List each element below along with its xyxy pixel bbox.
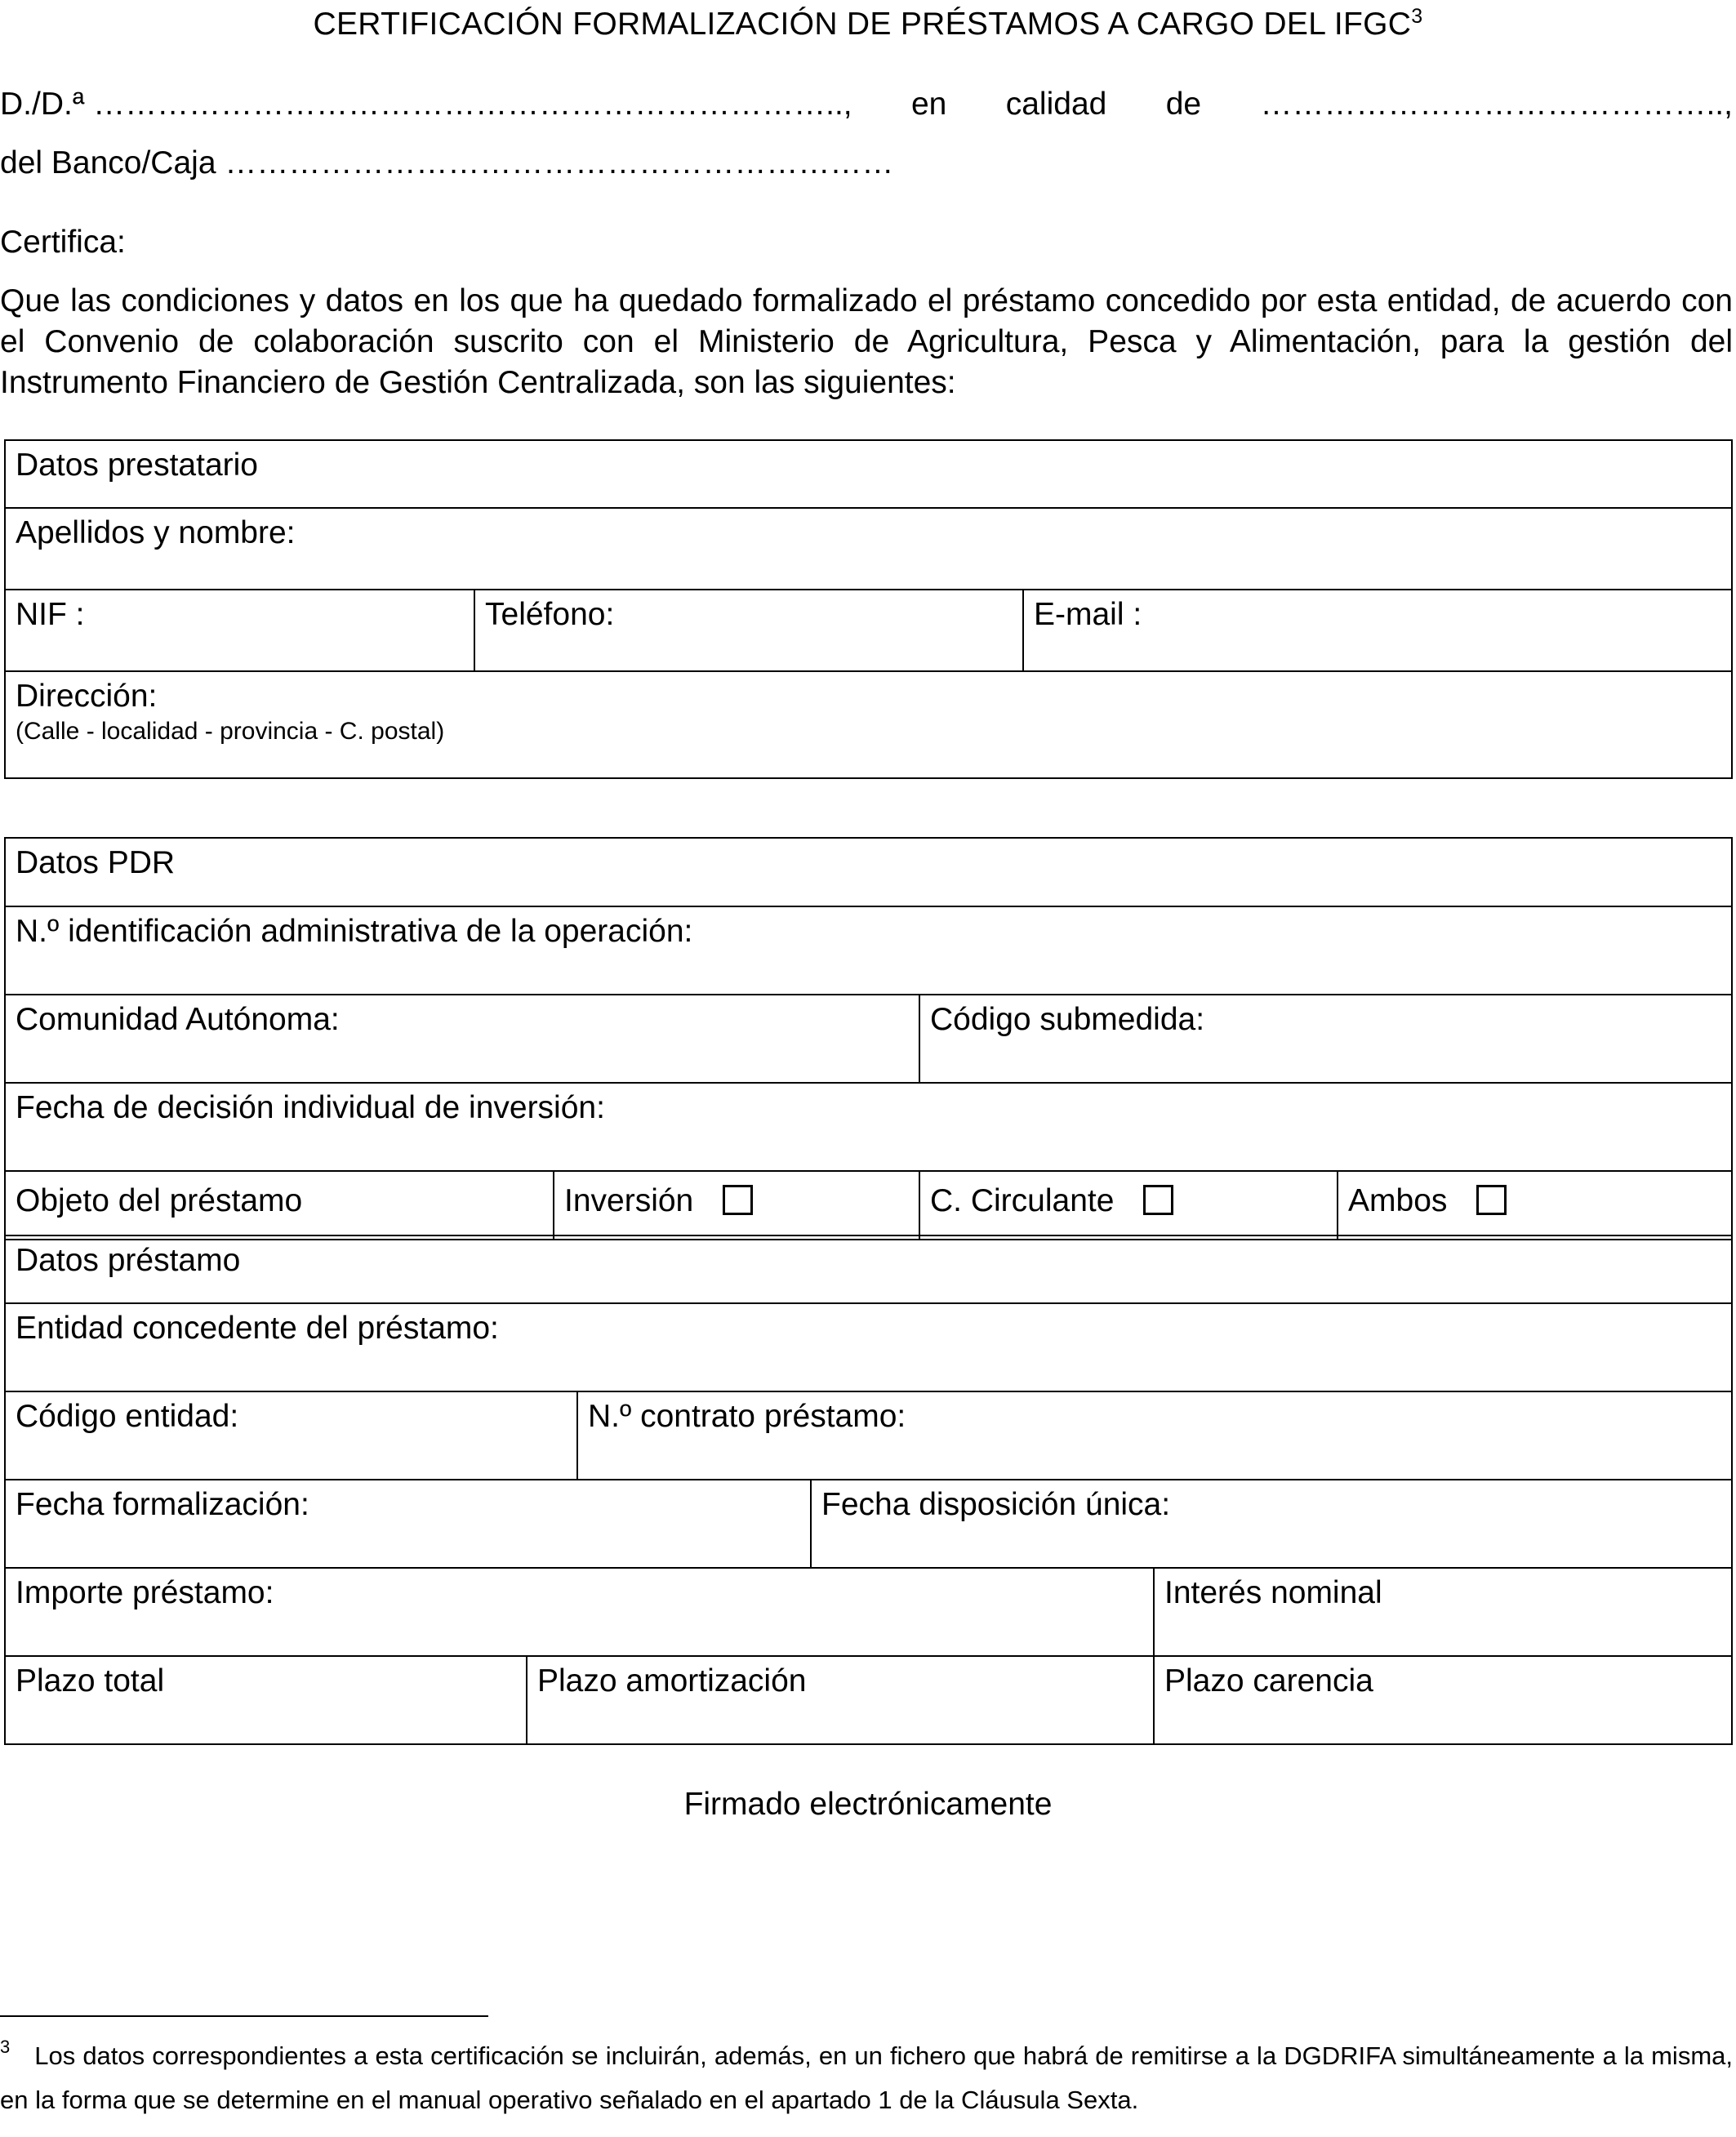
- borrower-phone-field[interactable]: Teléfono:: [474, 590, 1023, 671]
- applicant-word-de: de: [1165, 87, 1202, 122]
- address-hint: (Calle - localidad - provincia - C. postal): [16, 718, 445, 745]
- footnote-separator: [0, 2015, 488, 2017]
- loan-amount-field[interactable]: Importe préstamo:: [5, 1568, 1154, 1656]
- option-working-label: C. Circulante: [930, 1183, 1115, 1218]
- operation-id-field[interactable]: N.º identificación administrativa de la operación:: [5, 906, 1732, 995]
- borrower-nif-field[interactable]: NIF :: [5, 590, 474, 671]
- contract-number-field[interactable]: N.º contrato préstamo:: [577, 1391, 1732, 1480]
- both-checkbox[interactable]: [1476, 1185, 1507, 1215]
- amortization-term-field[interactable]: Plazo amortización: [527, 1656, 1154, 1744]
- role-blank: ……………………………………..,: [1260, 87, 1733, 122]
- footnote: [0, 2025, 1733, 2122]
- borrower-email-field[interactable]: E-mail :: [1023, 590, 1732, 671]
- signature-note: Firmado electrónicamente: [683, 1787, 1053, 1822]
- borrower-address-field[interactable]: Dirección: (Calle - localidad - provincia - C. postal): [5, 671, 1732, 778]
- disposal-date-field[interactable]: Fecha disposición única:: [811, 1480, 1732, 1568]
- footnote-reference: 3: [1411, 5, 1423, 28]
- community-field[interactable]: Comunidad Autónoma:: [5, 995, 919, 1083]
- pdr-table: [4, 837, 1733, 1240]
- borrower-section-header: Datos prestatario: [5, 440, 1732, 508]
- certifica-label: Certifica:: [0, 225, 126, 260]
- bank-line: del Banco/Caja ………………………………………………………: [0, 145, 894, 180]
- applicant-word-calidad: calidad: [1005, 87, 1107, 122]
- investment-checkbox[interactable]: [723, 1185, 753, 1215]
- entity-code-field[interactable]: Código entidad:: [5, 1391, 577, 1480]
- lender-field[interactable]: Entidad concedente del préstamo:: [5, 1303, 1732, 1391]
- option-investment-label: Inversión: [564, 1183, 694, 1218]
- option-both: [1338, 1171, 1732, 1240]
- grace-term-field[interactable]: Plazo carencia: [1154, 1656, 1732, 1744]
- option-investment: [554, 1171, 919, 1240]
- applicant-word-en: en: [910, 87, 947, 122]
- borrower-table: [4, 439, 1733, 779]
- pdr-section-header: Datos PDR: [5, 838, 1732, 906]
- option-working-capital: [919, 1171, 1338, 1240]
- submeasure-field[interactable]: Código submedida:: [919, 995, 1732, 1083]
- loan-table: [4, 1235, 1733, 1745]
- applicant-blank: D./D.ª ……………………………………………………………..,: [0, 87, 852, 122]
- total-term-field[interactable]: Plazo total: [5, 1656, 527, 1744]
- intro-paragraph: Que las condiciones y datos en los que ha quedado formalizado el préstamo concedido por esta entidad, de acuerdo con el Convenio de colaboración suscrito con el Ministerio de Agricultura, Pesca y Alimentación, para la gestión del Instrumento Financiero de Gestión Centralizada, son las siguientes:: [0, 283, 1733, 400]
- borrower-name-field[interactable]: Apellidos y nombre:: [5, 508, 1732, 590]
- option-both-label: Ambos: [1348, 1183, 1448, 1218]
- document-title: [0, 5, 1736, 42]
- formalization-date-field[interactable]: Fecha formalización:: [5, 1480, 811, 1568]
- working-capital-checkbox[interactable]: [1143, 1185, 1173, 1215]
- title-text: CERTIFICACIÓN FORMALIZACIÓN DE PRÉSTAMOS A CARGO DEL IFGC: [313, 7, 1412, 42]
- decision-date-field[interactable]: Fecha de decisión individual de inversión:: [5, 1083, 1732, 1171]
- footnote-text: Los datos correspondientes a esta certificación se incluirán, además, en un fichero que habrá de remitirse a la DGDRIFA simultáneamente a la misma, en la forma que se determine en el manual operativo señalado en el apartado 1 de la Cláusula Sexta.: [0, 2041, 1733, 2114]
- applicant-line: [0, 87, 1733, 122]
- footnote-number: 3: [0, 2037, 11, 2057]
- loan-section-header: Datos préstamo: [5, 1235, 1732, 1303]
- interest-field[interactable]: Interés nominal: [1154, 1568, 1732, 1656]
- loan-purpose-label: Objeto del préstamo: [5, 1171, 554, 1240]
